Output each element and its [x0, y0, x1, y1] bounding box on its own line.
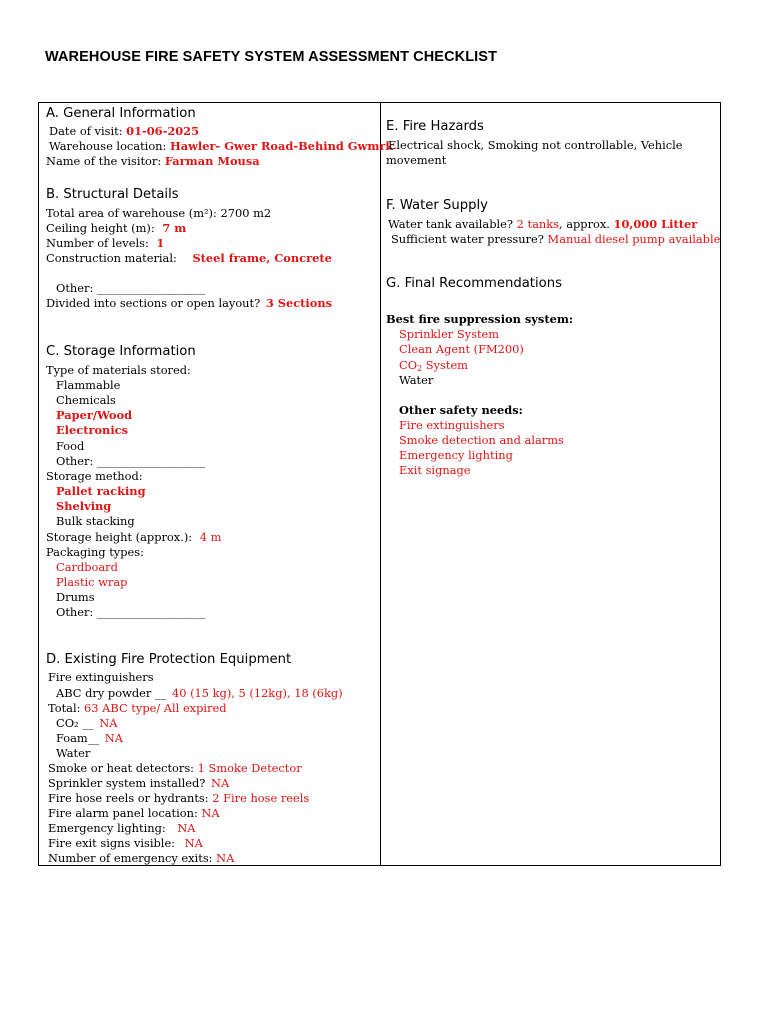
hose-label: Fire hose reels or hydrants:	[48, 791, 209, 805]
exits-label: Number of emergency exits:	[48, 851, 213, 865]
levels-row	[46, 236, 164, 251]
alarm-value: NA	[201, 806, 220, 820]
other-needs-item: Smoke detection and alarms	[399, 433, 564, 447]
section-heading-general: A. General Information	[46, 106, 196, 121]
ceiling-value: 7 m	[162, 221, 187, 235]
other-needs-item: Fire extinguishers	[399, 418, 505, 432]
sprinkler-label: Sprinkler system installed?	[48, 776, 206, 790]
document-title: WAREHOUSE FIRE SAFETY SYSTEM ASSESSMENT CHECKLIST	[45, 49, 498, 65]
exits-row	[48, 851, 234, 866]
water-tank-label: Water tank available?	[388, 217, 513, 231]
water-pressure-row	[391, 232, 720, 247]
sections-value: 3 Sections	[265, 296, 333, 310]
section-heading-storage: C. Storage Information	[46, 344, 196, 359]
material-value: Steel frame, Concrete	[192, 251, 332, 265]
material-item: Flammable	[56, 378, 121, 392]
water-tank-approx: , approx.	[558, 217, 610, 231]
suppression-item: Water	[399, 373, 434, 387]
alarm-label: Fire alarm panel location:	[48, 806, 198, 820]
detectors-value: 1 Smoke Detector	[197, 761, 302, 775]
column-divider	[380, 103, 381, 865]
visitor-row	[46, 154, 260, 169]
detectors-row	[48, 761, 302, 776]
total-value: 63 ABC type/ All expired	[84, 701, 227, 715]
lighting-value: NA	[177, 821, 196, 835]
storage-method-item: Shelving	[56, 499, 112, 513]
material-item: Electronics	[56, 423, 129, 437]
materials-label: Type of materials stored:	[46, 363, 191, 377]
co2-value: NA	[99, 716, 118, 730]
exit-signs-row	[48, 836, 203, 851]
hose-value: 2 Fire hose reels	[212, 791, 310, 805]
packaging-item: Cardboard	[56, 560, 118, 574]
ceiling-label: Ceiling height (m):	[46, 221, 155, 235]
area-row: Total area of warehouse (m²): 2700 m2	[46, 206, 272, 220]
material-item: Chemicals	[56, 393, 116, 407]
lighting-row	[48, 821, 196, 836]
water-row: Water	[56, 746, 91, 760]
alarm-row	[48, 806, 220, 821]
checklist-table	[38, 102, 721, 866]
location-label: Warehouse location:	[49, 139, 167, 153]
section-heading-water: F. Water Supply	[386, 198, 488, 213]
exit-signs-label: Fire exit signs visible:	[48, 836, 176, 850]
abc-label: ABC dry powder __	[56, 686, 167, 700]
suppression-label: Best fire suppression system:	[386, 312, 574, 326]
water-tank-volume: 10,000 Litter	[613, 217, 698, 231]
hazards-line: Electrical shock, Smoking not controllable, Vehicle	[388, 138, 683, 152]
section-heading-hazards: E. Fire Hazards	[386, 119, 484, 134]
total-row	[48, 701, 227, 716]
storage-height-label: Storage height (approx.):	[46, 530, 193, 544]
lighting-label: Emergency lighting:	[48, 821, 166, 835]
section-heading-recommendations: G. Final Recommendations	[386, 276, 562, 291]
foam-value: NA	[104, 731, 123, 745]
storage-height-value: 4 m	[199, 530, 222, 544]
water-pressure-value: Manual diesel pump available	[547, 232, 721, 246]
packaging-item: Plastic wrap	[56, 575, 128, 589]
other-needs-item: Emergency lighting	[399, 448, 513, 462]
material-label: Construction material:	[46, 251, 177, 265]
other-needs-item: Exit signage	[399, 463, 471, 477]
location-value: Hawler- Gwer Road-Behind Gwmrk	[169, 139, 394, 153]
sections-label: Divided into sections or open layout?	[46, 296, 261, 310]
suppression-item: Sprinkler System	[399, 327, 500, 341]
hazards-line: movement	[386, 153, 447, 167]
section-heading-equipment: D. Existing Fire Protection Equipment	[46, 652, 292, 667]
sprinkler-row	[48, 776, 229, 791]
co2-row	[56, 716, 117, 731]
levels-label: Number of levels:	[46, 236, 149, 250]
abc-row	[56, 686, 343, 701]
visitor-label: Name of the visitor:	[46, 154, 162, 168]
co2-label: CO₂ __	[56, 716, 94, 730]
packaging-label: Packaging types:	[46, 545, 144, 559]
storage-height-row	[46, 530, 221, 545]
storage-method-label: Storage method:	[46, 469, 143, 483]
storage-method-item: Pallet racking	[56, 484, 146, 498]
date-of-visit-row	[49, 124, 199, 139]
water-tank-value: 2 tanks	[516, 217, 559, 231]
levels-value: 1	[156, 236, 165, 250]
total-label: Total:	[48, 701, 81, 715]
section-heading-structural: B. Structural Details	[46, 187, 179, 202]
hose-row	[48, 791, 309, 806]
water-pressure-label: Sufficient water pressure?	[391, 232, 544, 246]
foam-label: Foam__	[56, 731, 100, 745]
sprinkler-value: NA	[210, 776, 230, 790]
date-value: 01-06-2025	[126, 124, 200, 138]
material-row	[46, 251, 332, 266]
other-needs-label: Other safety needs:	[399, 403, 523, 417]
date-label: Date of visit:	[49, 124, 123, 138]
foam-row	[56, 731, 123, 746]
sections-row	[46, 296, 332, 311]
exits-value: NA	[216, 851, 235, 865]
material-item: Food	[56, 439, 85, 453]
exit-signs-value: NA	[184, 836, 203, 850]
visitor-value: Farman Mousa	[164, 154, 260, 168]
abc-value: 40 (15 kg), 5 (12kg), 18 (6kg)	[171, 686, 343, 700]
structure-other-row: Other: ___________________	[56, 281, 206, 295]
material-item: Paper/Wood	[56, 408, 133, 422]
suppression-item: Clean Agent (FM200)	[399, 342, 524, 356]
packaging-item: Drums	[56, 590, 95, 604]
suppression-item: $CO_2$ System	[399, 358, 468, 373]
packaging-item: Other: ___________________	[56, 605, 206, 619]
water-tank-row	[388, 217, 697, 232]
detectors-label: Smoke or heat detectors:	[48, 761, 195, 775]
ceiling-row	[46, 221, 186, 236]
storage-method-item: Bulk stacking	[56, 514, 135, 528]
material-item: Other: ___________________	[56, 454, 206, 468]
location-row	[49, 139, 393, 154]
extinguishers-label: Fire extinguishers	[48, 670, 154, 684]
